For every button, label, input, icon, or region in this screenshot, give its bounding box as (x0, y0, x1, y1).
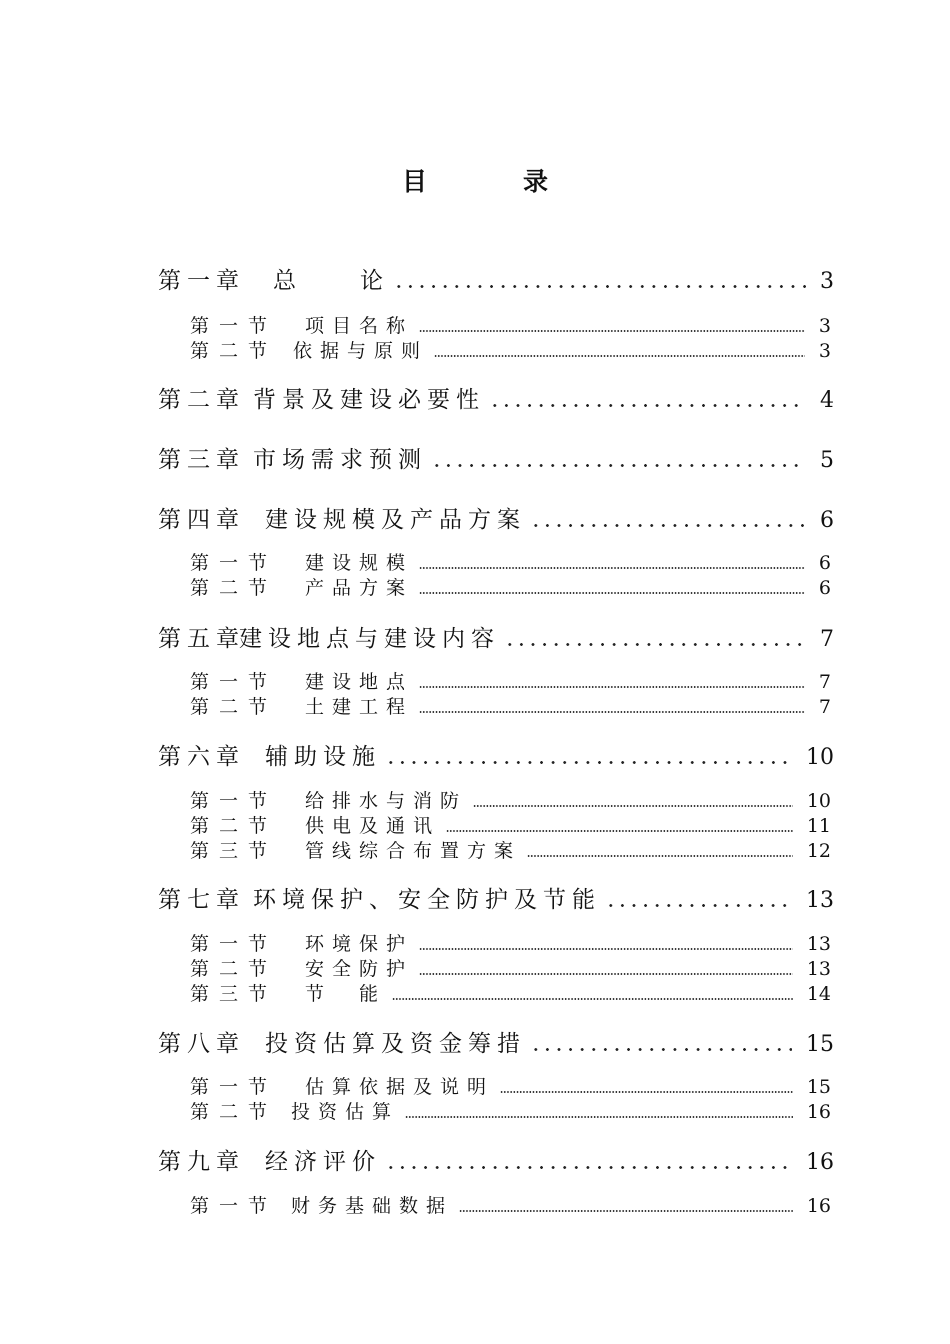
dot-leader (530, 1048, 792, 1051)
chapter-title: 环境保护、安全防护及节能 (253, 887, 601, 913)
section-number: 第一节 (190, 1076, 278, 1098)
page-number: 6 (820, 508, 834, 533)
toc-title-char-1: 目 (401, 167, 427, 196)
toc-section-entry[interactable] (190, 573, 831, 600)
page-number: 7 (820, 627, 834, 652)
dot-leader (459, 1210, 793, 1212)
section-number: 第二节 (190, 340, 278, 362)
section-number: 第一节 (190, 671, 278, 693)
dot-leader (473, 805, 793, 807)
chapter-title: 总 论 (273, 268, 389, 294)
chapter-number: 第一章 (158, 268, 245, 294)
page-number: 3 (818, 340, 831, 362)
dot-leader (419, 592, 805, 594)
toc-section-entry[interactable] (190, 667, 831, 694)
section-number: 第一节 (190, 315, 278, 337)
chapter-number: 第二章 (158, 387, 245, 413)
toc-section-entry[interactable] (190, 1191, 831, 1218)
section-title: 产品方案 (305, 577, 414, 599)
dot-leader (419, 948, 793, 950)
chapter-title: 投资估算及资金筹措 (265, 1031, 526, 1057)
toc-title-char-2: 录 (523, 167, 549, 196)
chapter-title: 背景及建设必要性 (253, 387, 485, 413)
toc-section-entry[interactable] (190, 692, 831, 719)
section-title: 给排水与消防 (305, 790, 468, 812)
dot-leader (434, 355, 805, 357)
chapter-number: 第七章 (158, 887, 245, 913)
section-title: 节 能 (305, 983, 387, 1005)
toc-section-entry[interactable] (190, 336, 831, 363)
page-number: 14 (806, 983, 831, 1005)
section-number: 第三节 (190, 840, 278, 862)
chapter-title: 市场需求预测 (253, 447, 427, 473)
toc-chapter-entry[interactable] (158, 501, 834, 534)
section-title: 建设规模 (305, 552, 414, 574)
chapter-number: 第六章 (158, 744, 245, 770)
dot-leader (500, 1091, 793, 1093)
page-number: 12 (806, 840, 831, 862)
page-number: 6 (818, 552, 831, 574)
section-title: 建设地点 (305, 671, 414, 693)
dot-leader (419, 567, 805, 569)
page-number: 13 (806, 933, 831, 955)
toc-chapter-entry[interactable] (158, 1143, 834, 1176)
page-number: 15 (806, 1032, 834, 1057)
section-number: 第三节 (190, 983, 278, 1005)
toc-section-entry[interactable] (190, 1072, 831, 1099)
page-number: 10 (806, 790, 831, 812)
section-number: 第一节 (190, 552, 278, 574)
chapter-number: 第九章 (158, 1149, 245, 1175)
toc-chapter-entry[interactable] (158, 262, 834, 295)
section-number: 第二节 (190, 815, 278, 837)
page-number: 11 (806, 815, 831, 837)
section-number: 第一节 (190, 790, 278, 812)
page-number: 13 (806, 888, 834, 913)
page-number: 3 (820, 269, 834, 294)
chapter-title: 建设地点与建设内容 (239, 626, 500, 652)
page-number: 4 (820, 388, 834, 413)
section-title: 投资估算 (291, 1101, 400, 1123)
section-title: 环境保护 (305, 933, 414, 955)
dot-leader (504, 643, 806, 646)
toc-section-entry[interactable] (190, 548, 831, 575)
toc-section-entry[interactable] (190, 979, 831, 1006)
dot-leader (385, 761, 792, 764)
page-number: 7 (818, 671, 831, 693)
toc-section-entry[interactable] (190, 954, 831, 981)
dot-leader (385, 1166, 792, 1169)
section-title: 土建工程 (305, 696, 414, 718)
toc-section-entry[interactable] (190, 786, 831, 813)
chapter-number: 第四章 (158, 507, 245, 533)
dot-leader (405, 1116, 793, 1118)
toc-chapter-entry[interactable] (158, 881, 834, 914)
dot-leader (419, 686, 805, 688)
dot-leader (431, 464, 806, 467)
chapter-number: 第八章 (158, 1031, 245, 1057)
toc-section-entry[interactable] (190, 836, 831, 863)
section-title: 财务基础数据 (291, 1195, 454, 1217)
page-number: 3 (818, 315, 831, 337)
dot-leader (392, 998, 793, 1000)
chapter-title: 建设规模及产品方案 (265, 507, 526, 533)
chapter-title: 辅助设施 (265, 744, 381, 770)
page-number: 13 (806, 958, 831, 980)
section-title: 估算依据及说明 (305, 1076, 495, 1098)
page-number: 16 (806, 1150, 834, 1175)
dot-leader (419, 711, 805, 713)
dot-leader (527, 855, 793, 857)
section-title: 项目名称 (305, 315, 414, 337)
section-number: 第二节 (190, 696, 278, 718)
toc-section-entry[interactable] (190, 311, 831, 338)
dot-leader (605, 904, 792, 907)
dot-leader (419, 973, 793, 975)
section-title: 安全防护 (305, 958, 414, 980)
dot-leader (489, 404, 806, 407)
chapter-number: 第五章 (158, 626, 245, 652)
page-number: 16 (806, 1195, 831, 1217)
dot-leader (393, 285, 806, 288)
section-title: 供电及通讯 (305, 815, 441, 837)
section-number: 第二节 (190, 577, 278, 599)
section-number: 第二节 (190, 958, 278, 980)
toc-chapter-entry[interactable] (158, 738, 834, 771)
dot-leader (446, 830, 793, 832)
section-title: 依据与原则 (293, 340, 429, 362)
page-number: 5 (820, 448, 834, 473)
dot-leader (530, 524, 806, 527)
toc-section-entry[interactable] (190, 929, 831, 956)
page-number: 10 (806, 745, 834, 770)
dot-leader (419, 330, 805, 332)
toc-section-entry[interactable] (190, 1097, 831, 1124)
toc-chapter-entry[interactable] (158, 1025, 834, 1058)
chapter-title: 经济评价 (265, 1149, 381, 1175)
page-number: 15 (806, 1076, 831, 1098)
section-number: 第一节 (190, 1195, 278, 1217)
section-number: 第一节 (190, 933, 278, 955)
page-number: 7 (818, 696, 831, 718)
section-number: 第二节 (190, 1101, 278, 1123)
section-title: 管线综合布置方案 (305, 840, 522, 862)
chapter-number: 第三章 (158, 447, 245, 473)
toc-section-entry[interactable] (190, 811, 831, 838)
toc-chapter-entry[interactable] (158, 441, 834, 474)
page-number: 6 (818, 577, 831, 599)
page-number: 16 (806, 1101, 831, 1123)
toc-chapter-entry[interactable] (158, 381, 834, 414)
toc-chapter-entry[interactable] (158, 620, 834, 653)
